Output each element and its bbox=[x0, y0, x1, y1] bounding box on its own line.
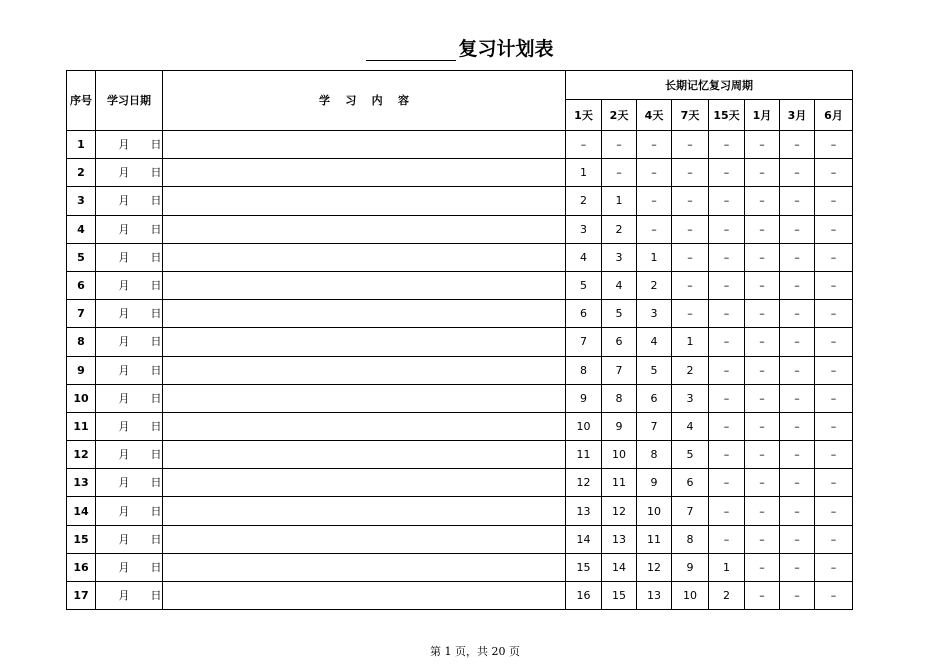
review-cell: 11 bbox=[602, 469, 637, 497]
row-seq: 13 bbox=[67, 469, 96, 497]
review-cell: 11 bbox=[566, 441, 602, 469]
review-cell: – bbox=[780, 300, 815, 328]
date-day-label: 日 bbox=[150, 307, 162, 321]
table-row bbox=[67, 441, 853, 469]
review-cell: – bbox=[745, 412, 780, 440]
date-month-label: 月 bbox=[118, 391, 130, 405]
date-day-label: 日 bbox=[150, 391, 162, 405]
row-content-field[interactable] bbox=[163, 215, 566, 243]
row-date-field[interactable] bbox=[96, 469, 163, 497]
review-cell: 6 bbox=[602, 328, 637, 356]
review-cell: – bbox=[637, 131, 672, 159]
review-cell: – bbox=[780, 215, 815, 243]
row-seq: 9 bbox=[67, 356, 96, 384]
review-cell: 2 bbox=[602, 215, 637, 243]
row-date-field[interactable] bbox=[96, 356, 163, 384]
row-content-field[interactable] bbox=[163, 469, 566, 497]
col-header-interval: 2天 bbox=[602, 100, 637, 131]
table-body bbox=[67, 131, 853, 610]
col-header-interval: 4天 bbox=[637, 100, 672, 131]
table-row bbox=[67, 131, 853, 159]
date-day-label: 日 bbox=[150, 138, 162, 152]
review-cell: – bbox=[709, 412, 745, 440]
review-cell: – bbox=[780, 131, 815, 159]
review-cell: – bbox=[780, 469, 815, 497]
review-cell: – bbox=[672, 300, 709, 328]
col-header-interval: 3月 bbox=[780, 100, 815, 131]
table-row bbox=[67, 469, 853, 497]
review-cell: 10 bbox=[672, 582, 709, 610]
row-seq: 6 bbox=[67, 271, 96, 299]
review-cell: – bbox=[780, 243, 815, 271]
review-cell: – bbox=[815, 300, 853, 328]
review-cell: – bbox=[709, 441, 745, 469]
review-cell: – bbox=[780, 525, 815, 553]
review-cell: 8 bbox=[672, 525, 709, 553]
review-cell: – bbox=[815, 441, 853, 469]
review-cell: 13 bbox=[602, 525, 637, 553]
review-cell: – bbox=[815, 582, 853, 610]
row-content-field[interactable] bbox=[163, 159, 566, 187]
col-header-date: 学习日期 bbox=[96, 71, 163, 131]
review-cell: – bbox=[745, 187, 780, 215]
review-cell: 4 bbox=[602, 271, 637, 299]
table-row bbox=[67, 159, 853, 187]
review-cell: 10 bbox=[566, 412, 602, 440]
review-cell: 5 bbox=[566, 271, 602, 299]
date-month-label: 月 bbox=[118, 589, 130, 603]
date-month-label: 月 bbox=[118, 307, 130, 321]
review-cell: 7 bbox=[637, 412, 672, 440]
row-content-field[interactable] bbox=[163, 243, 566, 271]
row-date-field[interactable] bbox=[96, 215, 163, 243]
review-cell: – bbox=[815, 412, 853, 440]
review-cell: – bbox=[709, 187, 745, 215]
review-cell: 13 bbox=[637, 582, 672, 610]
review-cell: 16 bbox=[566, 582, 602, 610]
row-date-field[interactable] bbox=[96, 412, 163, 440]
review-cell: 1 bbox=[637, 243, 672, 271]
review-cell: 2 bbox=[672, 356, 709, 384]
date-month-label: 月 bbox=[118, 504, 130, 518]
row-content-field[interactable] bbox=[163, 271, 566, 299]
review-cell: 3 bbox=[637, 300, 672, 328]
review-cell: – bbox=[745, 159, 780, 187]
row-content-field[interactable] bbox=[163, 356, 566, 384]
row-content-field[interactable] bbox=[163, 525, 566, 553]
review-cell: – bbox=[709, 328, 745, 356]
date-day-label: 日 bbox=[150, 419, 162, 433]
row-seq: 15 bbox=[67, 525, 96, 553]
review-cell: – bbox=[745, 271, 780, 299]
row-date-field[interactable] bbox=[96, 300, 163, 328]
review-cell: 12 bbox=[566, 469, 602, 497]
table-row bbox=[67, 497, 853, 525]
date-month-label: 月 bbox=[118, 166, 130, 180]
row-date-field[interactable] bbox=[96, 159, 163, 187]
date-day-label: 日 bbox=[150, 476, 162, 490]
row-seq: 14 bbox=[67, 497, 96, 525]
review-cell: – bbox=[815, 215, 853, 243]
review-plan-table bbox=[66, 70, 853, 610]
review-cell: – bbox=[745, 215, 780, 243]
review-cell: – bbox=[672, 271, 709, 299]
row-content-field[interactable] bbox=[163, 553, 566, 581]
table-row bbox=[67, 187, 853, 215]
review-cell: 4 bbox=[637, 328, 672, 356]
review-cell: – bbox=[745, 582, 780, 610]
review-cell: 9 bbox=[602, 412, 637, 440]
date-month-label: 月 bbox=[118, 363, 130, 377]
row-seq: 7 bbox=[67, 300, 96, 328]
row-date-field[interactable] bbox=[96, 384, 163, 412]
review-cell: – bbox=[815, 159, 853, 187]
row-content-field[interactable] bbox=[163, 384, 566, 412]
review-cell: – bbox=[745, 328, 780, 356]
review-cell: – bbox=[709, 356, 745, 384]
table-row bbox=[67, 300, 853, 328]
table-row bbox=[67, 525, 853, 553]
review-cell: 13 bbox=[566, 497, 602, 525]
review-cell: – bbox=[780, 497, 815, 525]
row-date-field[interactable] bbox=[96, 497, 163, 525]
row-seq: 4 bbox=[67, 215, 96, 243]
date-month-label: 月 bbox=[118, 532, 130, 546]
review-cell: 2 bbox=[637, 271, 672, 299]
row-date-field[interactable] bbox=[96, 525, 163, 553]
row-date-field[interactable] bbox=[96, 243, 163, 271]
date-month-label: 月 bbox=[118, 335, 130, 349]
review-cell: – bbox=[709, 215, 745, 243]
table-row bbox=[67, 328, 853, 356]
review-cell: – bbox=[709, 159, 745, 187]
review-cell: – bbox=[780, 271, 815, 299]
date-month-label: 月 bbox=[118, 476, 130, 490]
date-month-label: 月 bbox=[118, 250, 130, 264]
review-cell: 14 bbox=[566, 525, 602, 553]
review-cell: – bbox=[709, 469, 745, 497]
col-header-content: 学 习 内 容 bbox=[163, 71, 566, 131]
review-cell: 2 bbox=[709, 582, 745, 610]
review-cell: 9 bbox=[566, 384, 602, 412]
review-cell: – bbox=[709, 384, 745, 412]
review-cell: 7 bbox=[672, 497, 709, 525]
review-cell: 10 bbox=[602, 441, 637, 469]
title-blank-line[interactable] bbox=[366, 42, 456, 61]
row-seq: 17 bbox=[67, 582, 96, 610]
date-day-label: 日 bbox=[150, 504, 162, 518]
row-date-field[interactable] bbox=[96, 328, 163, 356]
table-row bbox=[67, 412, 853, 440]
review-cell: 1 bbox=[602, 187, 637, 215]
row-content-field[interactable] bbox=[163, 582, 566, 610]
row-content-field[interactable] bbox=[163, 131, 566, 159]
review-cell: – bbox=[637, 159, 672, 187]
row-date-field[interactable] bbox=[96, 131, 163, 159]
review-cell: – bbox=[815, 356, 853, 384]
review-cell: – bbox=[745, 497, 780, 525]
row-seq: 3 bbox=[67, 187, 96, 215]
col-header-interval: 15天 bbox=[709, 100, 745, 131]
review-cell: 11 bbox=[637, 525, 672, 553]
date-day-label: 日 bbox=[150, 363, 162, 377]
review-cell: – bbox=[672, 243, 709, 271]
review-cell: – bbox=[602, 159, 637, 187]
review-cell: – bbox=[780, 553, 815, 581]
row-content-field[interactable] bbox=[163, 412, 566, 440]
review-cell: 4 bbox=[672, 412, 709, 440]
row-content-field[interactable] bbox=[163, 328, 566, 356]
review-cell: 8 bbox=[566, 356, 602, 384]
row-seq: 2 bbox=[67, 159, 96, 187]
date-month-label: 月 bbox=[118, 419, 130, 433]
review-cell: – bbox=[815, 497, 853, 525]
review-cell: – bbox=[780, 384, 815, 412]
review-cell: 15 bbox=[602, 582, 637, 610]
row-seq: 11 bbox=[67, 412, 96, 440]
row-seq: 1 bbox=[67, 131, 96, 159]
table-row bbox=[67, 243, 853, 271]
review-cell: – bbox=[815, 187, 853, 215]
row-date-field[interactable] bbox=[96, 553, 163, 581]
review-cell: 15 bbox=[566, 553, 602, 581]
review-cell: – bbox=[780, 412, 815, 440]
review-cell: – bbox=[709, 243, 745, 271]
col-header-review-group: 长期记忆复习周期 bbox=[566, 71, 853, 100]
review-cell: – bbox=[602, 131, 637, 159]
page-title bbox=[0, 34, 920, 61]
review-cell: – bbox=[709, 497, 745, 525]
review-cell: – bbox=[745, 356, 780, 384]
review-cell: – bbox=[815, 328, 853, 356]
date-day-label: 日 bbox=[150, 560, 162, 574]
review-cell: – bbox=[745, 469, 780, 497]
table-row bbox=[67, 553, 853, 581]
review-cell: – bbox=[745, 384, 780, 412]
review-cell: – bbox=[566, 131, 602, 159]
table-row bbox=[67, 356, 853, 384]
row-content-field[interactable] bbox=[163, 441, 566, 469]
date-day-label: 日 bbox=[150, 589, 162, 603]
row-date-field[interactable] bbox=[96, 441, 163, 469]
review-cell: 10 bbox=[637, 497, 672, 525]
review-cell: – bbox=[815, 553, 853, 581]
review-cell: – bbox=[637, 215, 672, 243]
review-cell: 8 bbox=[602, 384, 637, 412]
review-cell: – bbox=[815, 131, 853, 159]
review-cell: – bbox=[709, 300, 745, 328]
row-seq: 10 bbox=[67, 384, 96, 412]
review-cell: – bbox=[709, 131, 745, 159]
review-cell: – bbox=[815, 469, 853, 497]
date-day-label: 日 bbox=[150, 279, 162, 293]
review-cell: 5 bbox=[602, 300, 637, 328]
date-month-label: 月 bbox=[118, 279, 130, 293]
review-cell: – bbox=[780, 441, 815, 469]
table-row bbox=[67, 582, 853, 610]
review-cell: – bbox=[780, 159, 815, 187]
table-row bbox=[67, 384, 853, 412]
review-cell: 7 bbox=[602, 356, 637, 384]
review-cell: – bbox=[745, 300, 780, 328]
review-cell: 1 bbox=[709, 553, 745, 581]
table-row bbox=[67, 215, 853, 243]
review-cell: – bbox=[672, 159, 709, 187]
date-day-label: 日 bbox=[150, 532, 162, 546]
row-content-field[interactable] bbox=[163, 497, 566, 525]
review-cell: – bbox=[815, 525, 853, 553]
date-day-label: 日 bbox=[150, 222, 162, 236]
date-month-label: 月 bbox=[118, 138, 130, 152]
row-date-field[interactable] bbox=[96, 582, 163, 610]
date-month-label: 月 bbox=[118, 222, 130, 236]
review-cell: 14 bbox=[602, 553, 637, 581]
date-day-label: 日 bbox=[150, 166, 162, 180]
col-header-interval: 7天 bbox=[672, 100, 709, 131]
table-row bbox=[67, 271, 853, 299]
review-cell: – bbox=[780, 328, 815, 356]
date-month-label: 月 bbox=[118, 560, 130, 574]
review-cell: – bbox=[780, 582, 815, 610]
date-day-label: 日 bbox=[150, 448, 162, 462]
review-cell: – bbox=[637, 187, 672, 215]
col-header-interval: 1月 bbox=[745, 100, 780, 131]
review-cell: 7 bbox=[566, 328, 602, 356]
review-cell: 6 bbox=[637, 384, 672, 412]
row-date-field[interactable] bbox=[96, 271, 163, 299]
review-cell: 9 bbox=[672, 553, 709, 581]
review-cell: – bbox=[709, 525, 745, 553]
col-header-seq: 序号 bbox=[67, 71, 96, 131]
review-cell: – bbox=[745, 441, 780, 469]
review-cell: 3 bbox=[566, 215, 602, 243]
review-cell: – bbox=[745, 243, 780, 271]
col-header-interval: 6月 bbox=[815, 100, 853, 131]
review-cell: – bbox=[745, 525, 780, 553]
review-cell: – bbox=[672, 131, 709, 159]
review-cell: 5 bbox=[637, 356, 672, 384]
review-cell: 6 bbox=[672, 469, 709, 497]
review-cell: 12 bbox=[602, 497, 637, 525]
review-cell: 3 bbox=[672, 384, 709, 412]
date-month-label: 月 bbox=[118, 194, 130, 208]
review-cell: 3 bbox=[602, 243, 637, 271]
row-content-field[interactable] bbox=[163, 187, 566, 215]
row-seq: 12 bbox=[67, 441, 96, 469]
review-cell: – bbox=[780, 187, 815, 215]
review-cell: 1 bbox=[672, 328, 709, 356]
review-cell: – bbox=[815, 271, 853, 299]
review-cell: – bbox=[815, 384, 853, 412]
title-text: 复习计划表 bbox=[458, 38, 554, 60]
review-cell: 2 bbox=[566, 187, 602, 215]
page-footer: 第 1 页，共 20 页 bbox=[430, 645, 520, 658]
review-cell: 5 bbox=[672, 441, 709, 469]
review-cell: 12 bbox=[637, 553, 672, 581]
review-cell: 6 bbox=[566, 300, 602, 328]
review-cell: – bbox=[745, 553, 780, 581]
review-cell: – bbox=[709, 271, 745, 299]
review-cell: 1 bbox=[566, 159, 602, 187]
header-row-1 bbox=[67, 71, 853, 100]
review-cell: – bbox=[672, 215, 709, 243]
review-cell: 9 bbox=[637, 469, 672, 497]
date-month-label: 月 bbox=[118, 448, 130, 462]
row-seq: 5 bbox=[67, 243, 96, 271]
review-cell: – bbox=[780, 356, 815, 384]
row-content-field[interactable] bbox=[163, 300, 566, 328]
row-date-field[interactable] bbox=[96, 187, 163, 215]
review-cell: 8 bbox=[637, 441, 672, 469]
date-day-label: 日 bbox=[150, 250, 162, 264]
date-day-label: 日 bbox=[150, 335, 162, 349]
date-day-label: 日 bbox=[150, 194, 162, 208]
review-cell: 4 bbox=[566, 243, 602, 271]
review-cell: – bbox=[745, 131, 780, 159]
review-cell: – bbox=[815, 243, 853, 271]
col-header-interval: 1天 bbox=[566, 100, 602, 131]
row-seq: 16 bbox=[67, 553, 96, 581]
review-cell: – bbox=[672, 187, 709, 215]
row-seq: 8 bbox=[67, 328, 96, 356]
